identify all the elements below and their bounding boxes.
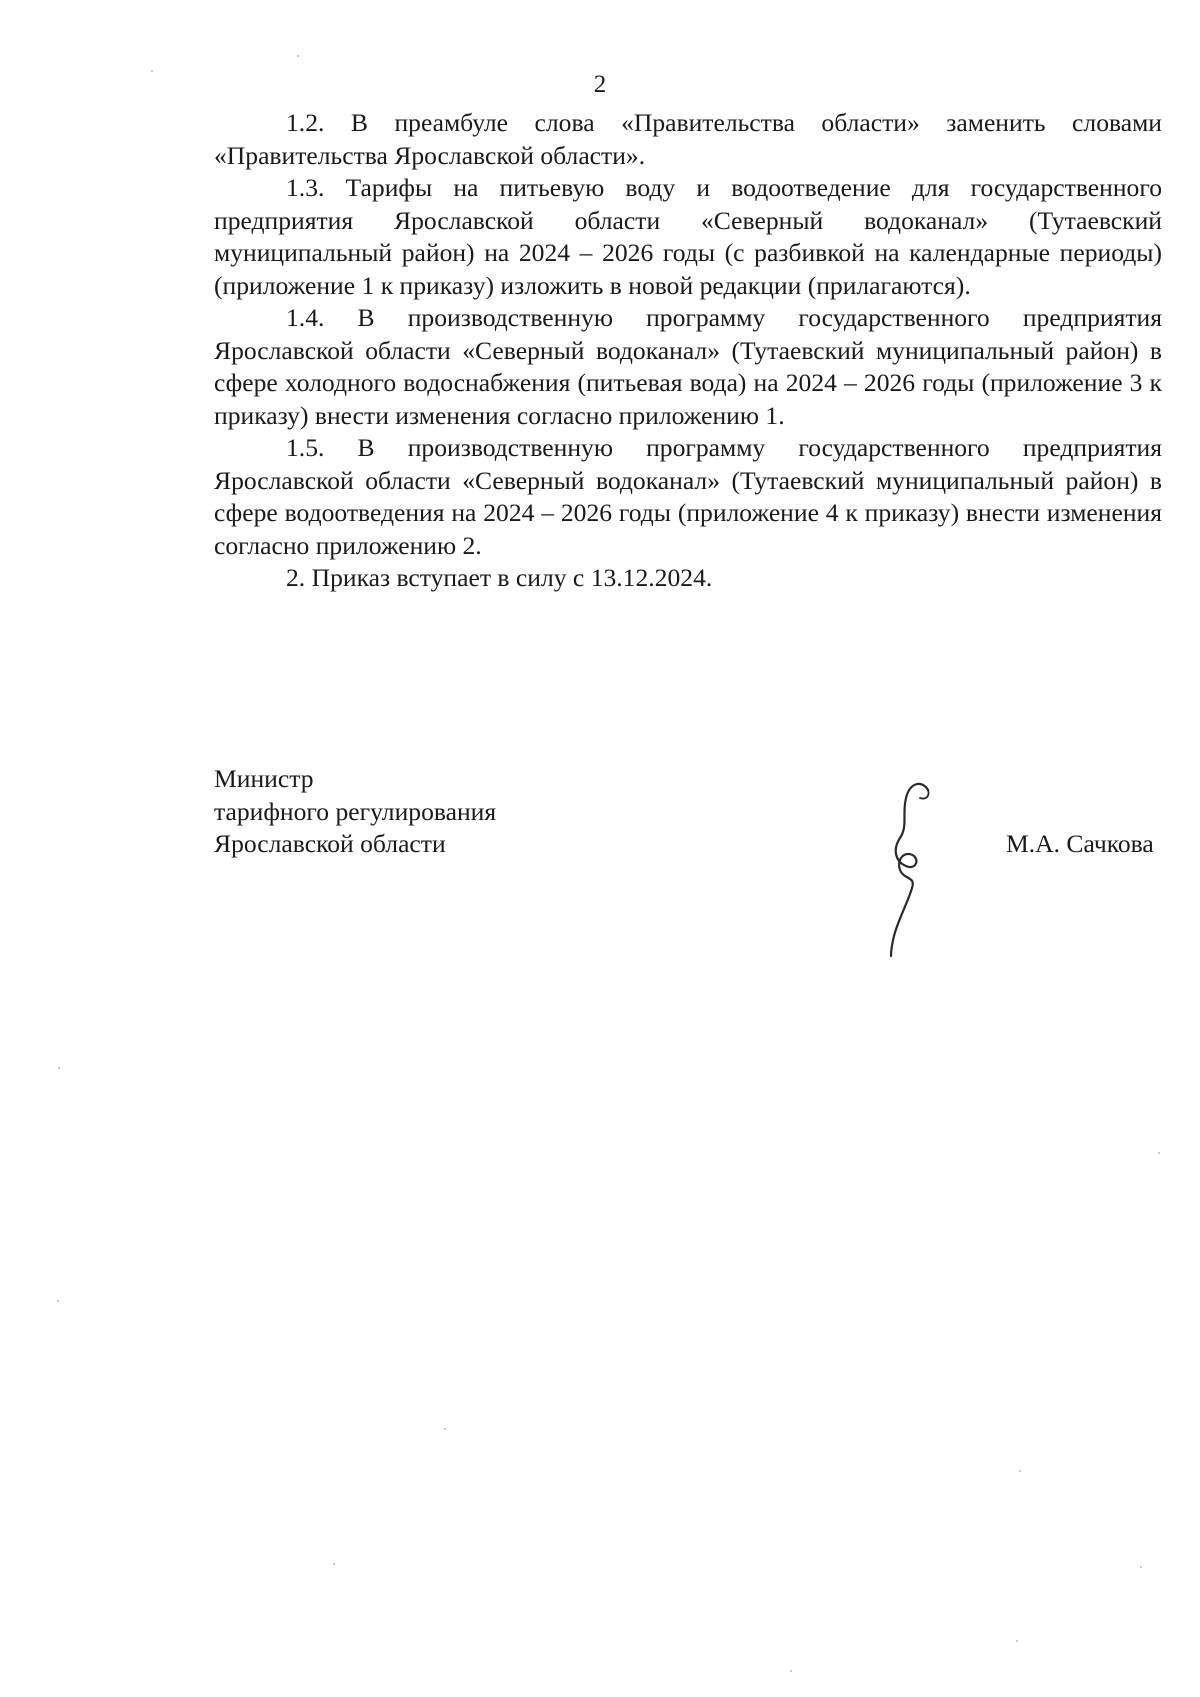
scan-speck bbox=[790, 1670, 792, 1672]
scan-speck bbox=[297, 55, 299, 57]
scan-speck bbox=[333, 1563, 335, 1565]
signatory-title-line: Министр bbox=[214, 764, 314, 793]
scan-speck bbox=[1019, 1470, 1021, 1472]
document-body bbox=[214, 107, 1162, 595]
scan-speck bbox=[444, 1428, 446, 1430]
scan-speck bbox=[1016, 1640, 1018, 1642]
scan-speck bbox=[57, 1300, 59, 1302]
paragraph-1-2: 1.2. В преамбуле слова «Правительства области» заменить словами «Правительства Ярославской области». bbox=[214, 108, 1162, 170]
handwritten-signature bbox=[870, 780, 950, 960]
scan-speck bbox=[151, 70, 153, 72]
paragraph-1-5: 1.5. В производственную программу государственного предприятия Ярославской области «Северный водоканал» (Тутаевский муниципальный район) в сфере водоотведения на 2024 – 2026 годы (приложение 4 к приказу) внести изменения согласно приложению 2. bbox=[214, 433, 1162, 560]
scan-speck bbox=[1158, 1152, 1160, 1154]
signer-name: М.А. Сачкова bbox=[1006, 829, 1154, 858]
paragraph-2: 2. Приказ вступает в силу с 13.12.2024. bbox=[286, 563, 713, 592]
paragraph-1-4: 1.4. В производственную программу государственного предприятия Ярославской области «Северный водоканал» (Тутаевский муниципальный район) в сфере холодного водоснабжения (питьевая вода) на 2024 – 2026 годы (приложение 3 к приказу) внести изменения согласно приложению 1. bbox=[214, 303, 1162, 430]
page-number: 2 bbox=[593, 71, 607, 98]
paragraph-1-3: 1.3. Тарифы на питьевую воду и водоотведение для государственного предприятия Ярославской области «Северный водоканал» (Тутаевский муниципальный район) на 2024 – 2026 годы (с разбивкой на календарные периоды) (приложение 1 к приказу) изложить в новой редакции (прилагаются). bbox=[214, 173, 1162, 300]
signatory-title-line: Ярославской области bbox=[214, 829, 446, 858]
scan-speck bbox=[58, 1067, 60, 1069]
signatory-title-line: тарифного регулирования bbox=[214, 796, 497, 826]
signatory-title bbox=[214, 763, 634, 861]
scan-speck bbox=[1140, 1566, 1142, 1568]
